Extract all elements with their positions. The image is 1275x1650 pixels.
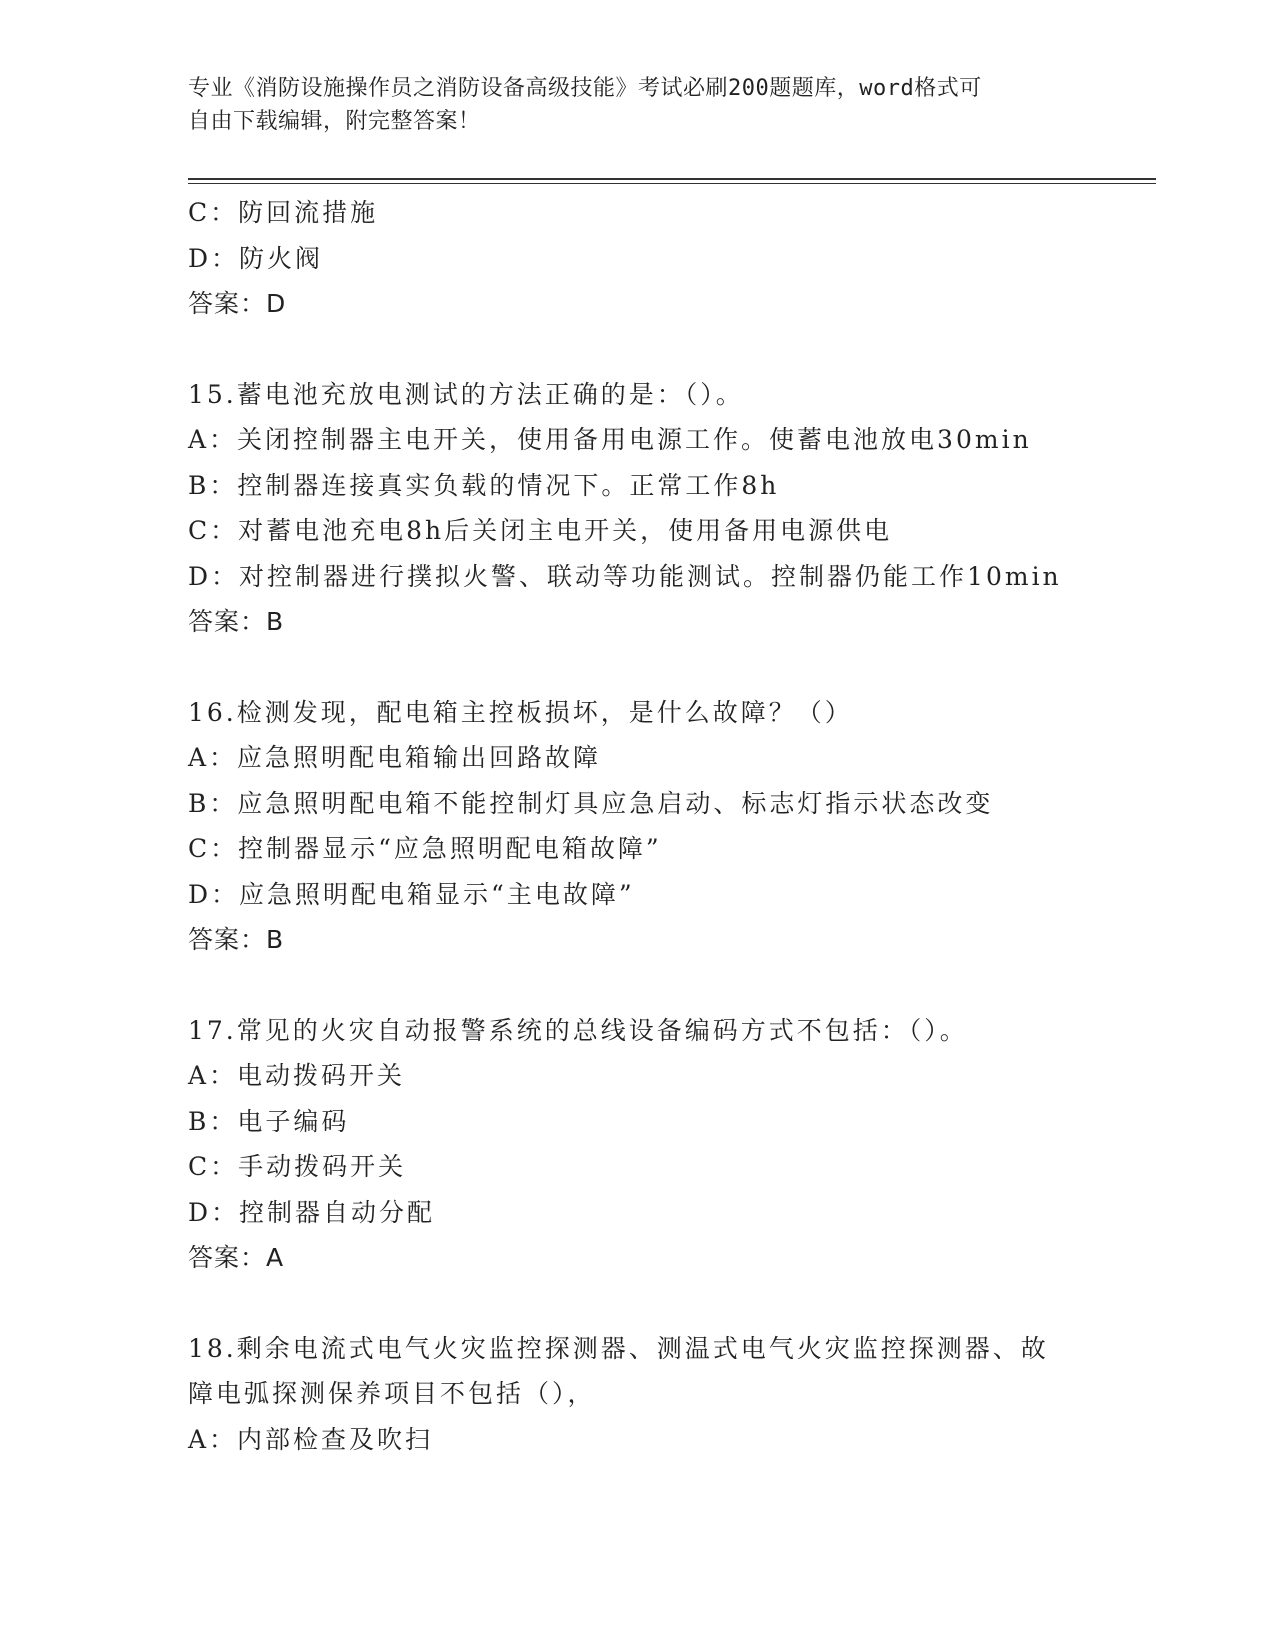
question-spacer (188, 963, 1088, 1008)
question-block-18 (188, 1326, 1088, 1463)
question-stem-line-2: 障电弧探测保养项目不包括（）， (188, 1379, 596, 1408)
answer-line: 答案：B (188, 925, 285, 954)
option-a: A：内部检查及吹扫 (188, 1424, 434, 1454)
option-c: C：对蓄电池充电8h后关闭主电开关，使用备用电源供电 (188, 516, 893, 545)
answer-line: 答案：B (188, 607, 285, 636)
question-stem: 17.常见的火灾自动报警系统的总线设备编码方式不包括：（）。 (188, 1015, 968, 1045)
answer-line: 答案：A (188, 1243, 285, 1272)
header-line-1: 专业《消防设施操作员之消防设备高级技能》考试必刷200题题库，word格式可 (188, 76, 982, 101)
question-block-16 (188, 690, 1088, 963)
option-b: B：控制器连接真实负载的情况下。正常工作8h (188, 470, 780, 500)
header-line-2: 自由下载编辑，附完整答案！ (188, 109, 481, 134)
option-d: D：控制器自动分配 (188, 1197, 436, 1227)
question-block-15 (188, 372, 1088, 645)
option-d: D：对控制器进行撲拟火警、联动等功能测试。控制器仍能工作10min (188, 561, 1062, 591)
option-c: C：控制器显示“应急照明配电箱故障” (188, 834, 662, 863)
question-block-14 (188, 190, 1088, 327)
header-divider-thick (188, 178, 1156, 180)
question-spacer (188, 645, 1088, 690)
option-a: A：应急照明配电箱输出回路故障 (188, 743, 602, 772)
question-block-17 (188, 1008, 1088, 1281)
question-spacer (188, 327, 1088, 372)
option-d: D：防火阀 (188, 243, 324, 273)
header-divider-thin (188, 183, 1156, 184)
question-stem: 15.蓄电池充放电测试的方法正确的是：（）。 (188, 379, 744, 409)
option-c: C：防回流措施 (188, 198, 379, 227)
question-stem: 16.检测发现，配电箱主控板损坏，是什么故障？（） (188, 697, 853, 727)
option-a: A：关闭控制器主电开关，使用备用电源工作。使蓄电池放电30min (188, 425, 1032, 454)
option-a: A：电动拨码开关 (188, 1061, 406, 1090)
question-spacer (188, 1281, 1088, 1326)
document-header (188, 72, 1088, 138)
question-stem-line-1: 18.剩余电流式电气火灾监控探测器、测温式电气火灾监控探测器、故 (188, 1333, 1049, 1363)
question-list (188, 190, 1088, 1462)
option-d: D：应急照明配电箱显示“主电故障” (188, 879, 635, 909)
option-c: C：手动拨码开关 (188, 1152, 407, 1181)
option-b: B：应急照明配电箱不能控制灯具应急启动、标志灯指示状态改变 (188, 788, 994, 818)
answer-line: 答案：D (188, 289, 287, 318)
option-b: B：电子编码 (188, 1106, 350, 1136)
